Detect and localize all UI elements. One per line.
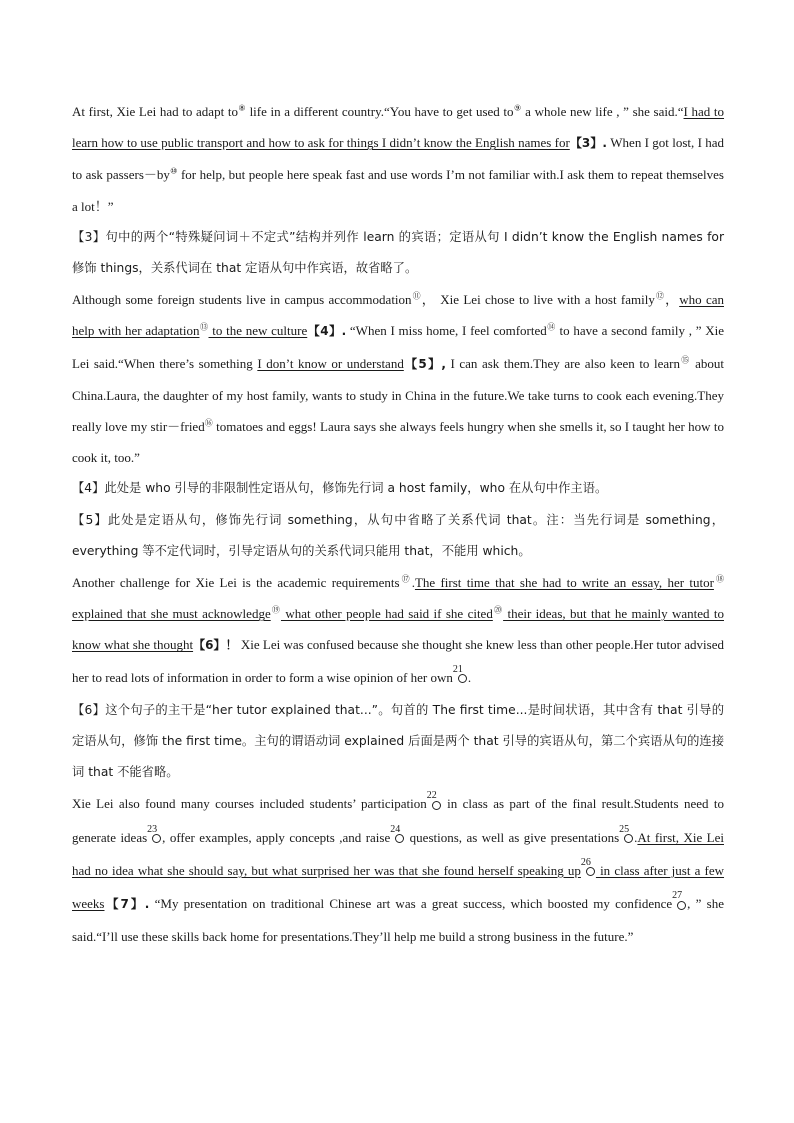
circled-number-27 bbox=[672, 890, 687, 911]
circled-number-22 bbox=[426, 790, 442, 811]
circle-icon bbox=[677, 901, 686, 910]
note-tag: 【4】. bbox=[307, 324, 347, 339]
circled-number-23 bbox=[147, 823, 162, 845]
text: Xie Lei also found many courses included students’ participation bbox=[72, 796, 427, 812]
underlined-clause: who can help with her adaptation bbox=[72, 292, 724, 339]
text: Although some foreign students live in campus accommodation bbox=[72, 292, 412, 308]
number: 22 bbox=[426, 790, 437, 802]
underlined-sentence: what other people had said if she cited bbox=[280, 606, 493, 622]
text: Another challenge for Xie Lei is the academic requirements bbox=[72, 575, 400, 591]
underlined-clause: to the new culture bbox=[208, 323, 308, 339]
text: questions, as well as give presentations bbox=[405, 829, 620, 845]
text: , offer examples, apply concepts ,and raise bbox=[162, 829, 391, 845]
number: 27 bbox=[672, 890, 683, 902]
circle-icon bbox=[624, 834, 633, 843]
circled-number-21 bbox=[452, 663, 468, 685]
underlined-sentence: explained that she must acknowledge bbox=[72, 606, 271, 622]
note-5: 【5】此处是定语从句，修饰先行词 something，从句中省略了关系代词 that。注：当先行词是 something，everything 等不定代词时，引导定语从句的关系代词只能用 that，不能用 which。 bbox=[72, 512, 724, 558]
paragraph-2 bbox=[72, 284, 724, 473]
circled-number-25 bbox=[619, 823, 634, 845]
text: about China.Laura, the daughter of my host family, wants to study in China in the future.We take turns to cook each evening.They really love my stir－fried bbox=[72, 355, 725, 435]
footnote-marker: ⑪ bbox=[411, 291, 422, 301]
underlined-sentence: I had to learn how to use public transport and how to ask for things I didn’t know the English names for bbox=[72, 104, 725, 151]
underlined-sentence: their ideas, but that he mainly wanted to know what she thought bbox=[72, 606, 724, 653]
underlined-sentence: The first time that she had to write an essay, her tutor bbox=[414, 575, 714, 591]
number: 23 bbox=[147, 823, 158, 835]
paragraph-4 bbox=[72, 788, 724, 952]
text: “My presentation on traditional Chinese art was a great success, which boosted my confidence bbox=[149, 896, 673, 912]
text: for help, but people here speak fast and use words I’m not familiar with.I ask them to repeat themselves a lot！” bbox=[72, 167, 724, 214]
note-6: 【6】这个句子的主干是“her tutor explained that...”。句首的 The first time...是时间状语，其中含有 that 引导的定语从句，修饰 the first time。主句的谓语动词 explained 后面是两个 that 引导的宾语从句，第二个宾语从句的连接词 that 不能省略。 bbox=[72, 702, 724, 780]
footnote-marker: ⑧ bbox=[237, 103, 246, 113]
text: . bbox=[634, 829, 638, 845]
footnote-marker: ⑯ bbox=[204, 418, 213, 428]
number: 26 bbox=[580, 856, 591, 868]
note-tag: 【3】. bbox=[569, 136, 607, 151]
paragraph-3 bbox=[72, 567, 724, 695]
footnote-marker: ⑰ bbox=[399, 574, 412, 584]
number: 25 bbox=[619, 823, 630, 835]
number: 21 bbox=[452, 663, 463, 675]
circle-icon bbox=[586, 867, 595, 876]
text: in class as part of the final result.Students need to generate ideas bbox=[72, 796, 725, 845]
number: 24 bbox=[390, 823, 401, 835]
circle-icon bbox=[395, 834, 404, 843]
underlined-clause: I don’t know or understand bbox=[257, 355, 404, 371]
text: At first, Xie Lei had to adapt to bbox=[72, 104, 238, 119]
circle-icon bbox=[152, 834, 161, 843]
paragraph-1 bbox=[72, 96, 724, 222]
footnote-marker: ⑭ bbox=[546, 323, 556, 333]
footnote-marker: ⑮ bbox=[679, 355, 691, 365]
document-body bbox=[72, 96, 724, 952]
text: I can ask them.They are also keen to learn bbox=[445, 355, 680, 371]
note-tag: 【7】. bbox=[104, 897, 150, 912]
circled-number-24 bbox=[390, 823, 405, 845]
circle-icon bbox=[432, 801, 441, 810]
text: life in a different country.“You have to get used to bbox=[245, 104, 514, 119]
text: “When I miss home, I feel comforted bbox=[346, 323, 547, 339]
text: tomatoes and eggs! Laura says she always feels hungry when she smells it, so I taught her how to cook it, too.” bbox=[72, 419, 724, 466]
text: When I got lost, I had to ask passers－by bbox=[72, 135, 724, 183]
footnote-marker: ⑲ bbox=[270, 605, 281, 615]
circle-icon bbox=[458, 674, 467, 683]
text: . bbox=[467, 669, 472, 685]
text: . bbox=[411, 575, 415, 591]
underlined-sentence: At first, Xie Lei had no idea what she should say, but what surprised her was that she found herself speaking up bbox=[72, 829, 724, 878]
note-tag: 【6】！ bbox=[193, 638, 238, 653]
circled-number-26 bbox=[580, 856, 596, 878]
text: to have a second family , ” Xie Lei said.“When there’s something bbox=[72, 323, 724, 371]
text: a whole new life , ” she said.“ bbox=[521, 104, 684, 119]
text: ， bbox=[665, 292, 680, 308]
footnote-marker: ⑳ bbox=[492, 605, 504, 615]
footnote-marker: ⑨ bbox=[513, 103, 522, 113]
note-3: 【3】句中的两个“特殊疑问词＋不定式”结构并列作 learn 的宾语；定语从句 I didn’t know the English names for 修饰 things，关系代词在 that 定语从句中作宾语，故省略了。 bbox=[72, 229, 724, 276]
footnote-marker: ⑱ bbox=[713, 574, 724, 584]
underlined-sentence: in class after just a few weeks bbox=[72, 862, 725, 912]
text: ， Xie Lei chose to live with a host family bbox=[421, 292, 655, 308]
text: Xie Lei was confused because she thought she knew less than other people.Her tutor advised her to read lots of information in order to form a wise opinion of her own bbox=[72, 637, 724, 685]
footnote-marker: ⑩ bbox=[169, 167, 178, 177]
note-tag: 【5】, bbox=[403, 356, 446, 371]
text: , ” she said.“I’ll use these skills back home for presentations.They’ll help me build a strong business in the future.” bbox=[72, 896, 724, 945]
footnote-marker: ⑫ bbox=[654, 291, 666, 301]
footnote-marker: ⑬ bbox=[199, 323, 209, 333]
note-4: 【4】此处是 who 引导的非限制性定语从句，修饰先行词 a host family，who 在从句中作主语。 bbox=[72, 481, 608, 496]
